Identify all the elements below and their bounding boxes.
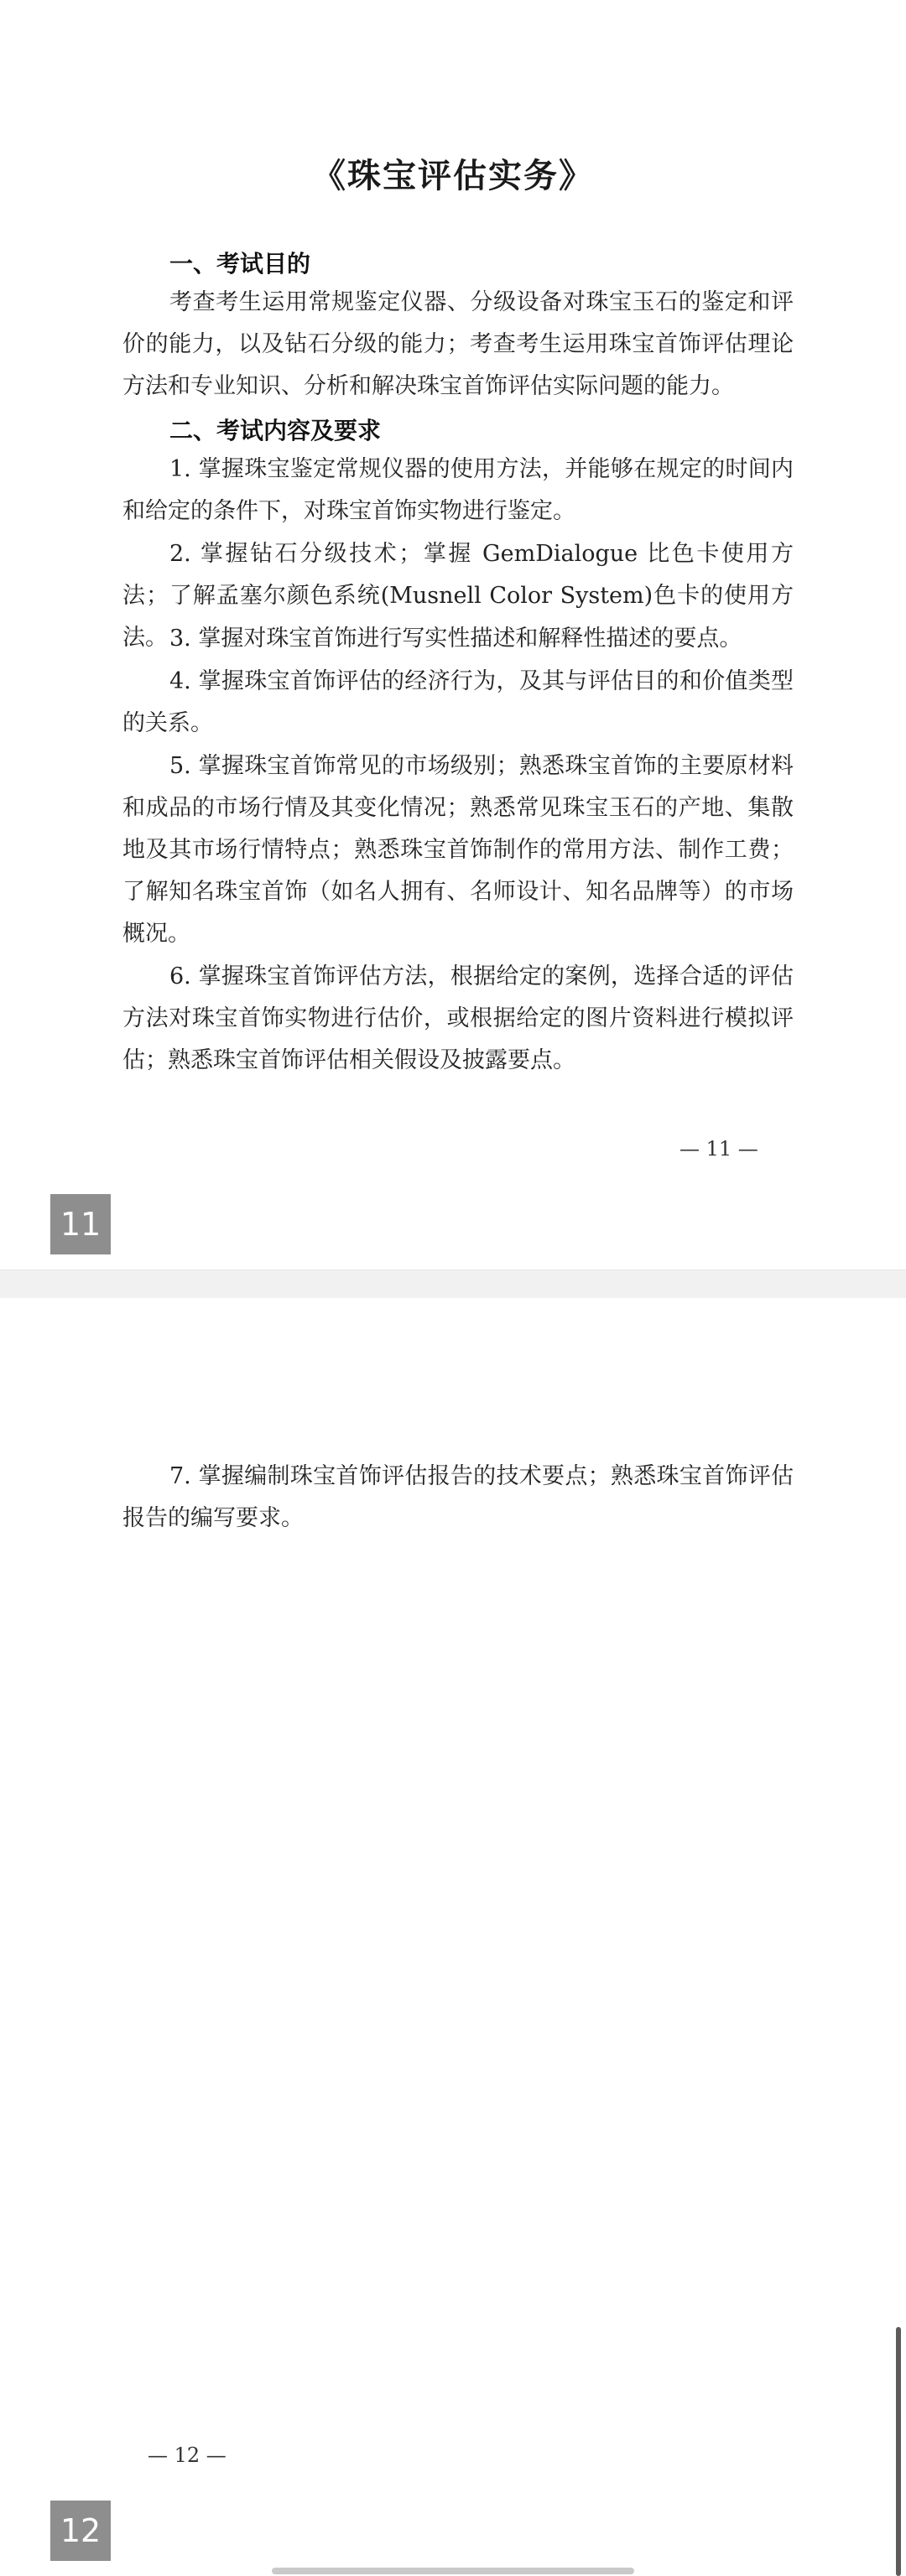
page-number-footer: — 11 — — [680, 1137, 758, 1161]
document-page-12 — [0, 1298, 906, 2576]
document-title: 《珠宝评估实务》 — [312, 157, 594, 195]
section-heading-purpose: 一、考试目的 — [169, 250, 311, 278]
list-item: 2. 掌握钻石分级技术；掌握 GemDialogue 比色卡使用方法；了解孟塞尔颜色系统(Musnell Color System)色卡的使用方法。 — [122, 541, 794, 651]
list-item: 5. 掌握珠宝首饰常见的市场级别；熟悉珠宝首饰的主要原材料和成品的市场行情及其变化情况；熟悉常见珠宝玉石的产地、集散地及其市场行情特点；熟悉珠宝首饰制作的常用方法、制作工费；了解知名珠宝首饰（如名人拥有、名师设计、知名品牌等）的市场概况。 — [122, 753, 794, 947]
page-badge: 12 — [50, 2501, 111, 2561]
page-separator — [0, 1270, 906, 1300]
home-indicator[interactable] — [272, 2568, 634, 2574]
list-item: 6. 掌握珠宝首饰评估方法，根据给定的案例，选择合适的评估方法对珠宝首饰实物进行估价，或根据给定的图片资料进行模拟评估；熟悉珠宝首饰评估相关假设及披露要点。 — [122, 963, 794, 1073]
document-page-11 — [0, 0, 906, 1270]
scrollbar-thumb[interactable] — [896, 2327, 901, 2576]
page-number-footer: — 12 — — [148, 2444, 226, 2467]
section-heading-content: 二、考试内容及要求 — [169, 417, 382, 444]
list-item: 7. 掌握编制珠宝首饰评估报告的技术要点；熟悉珠宝首饰评估报告的编写要求。 — [122, 1463, 794, 1531]
list-item: 4. 掌握珠宝首饰评估的经济行为，及其与评估目的和价值类型的关系。 — [122, 668, 794, 736]
paragraph-purpose: 考查考生运用常规鉴定仪器、分级设备对珠宝玉石的鉴定和评价的能力，以及钻石分级的能力；考查考生运用珠宝首饰评估理论方法和专业知识、分析和解决珠宝首饰评估实际问题的能力。 — [122, 289, 794, 399]
page-badge: 11 — [50, 1194, 111, 1254]
list-item: 1. 掌握珠宝鉴定常规仪器的使用方法，并能够在规定的时间内和给定的条件下，对珠宝首饰实物进行鉴定。 — [122, 456, 794, 524]
list-item: 3. 掌握对珠宝首饰进行写实性描述和解释性描述的要点。 — [169, 626, 742, 652]
